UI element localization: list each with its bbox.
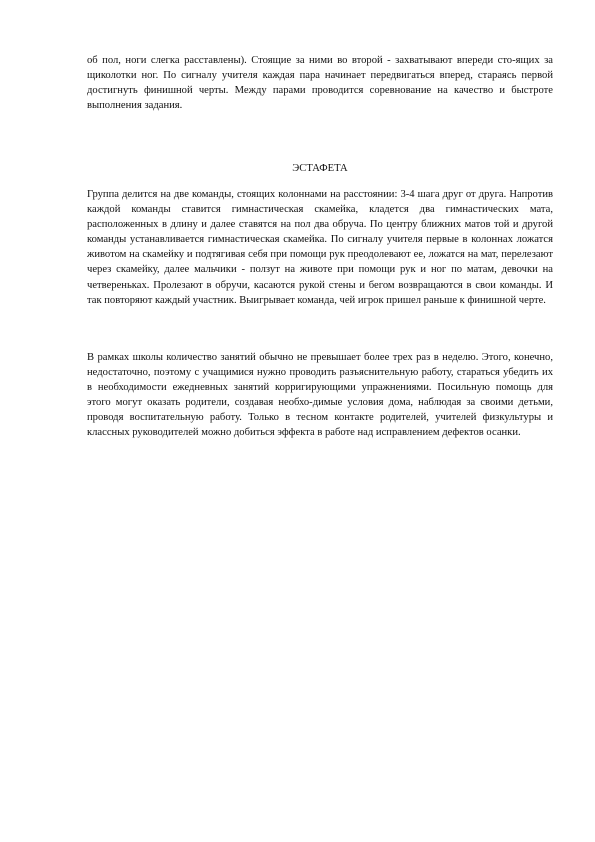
paragraph-school-sessions: В рамках школы количество занятий обычно не превышает более трех раз в неделю. Этого, конечно, недостаточно, поэтому с учащимися нужно проводить разъяснительную работу, стараться убедить их в необходимости ежедневных занятий корригирующими упражнениями. Посильную помощь для этого могут оказать родители, создавая необхо-димые условия дома, наблюдая за своими детьми, проводя воспитательную работу. Только в тесном контакте родителей, учителей физкультуры и классных руководителей можно добиться эффекта в работе над исправлением дефектов осанки. bbox=[87, 352, 553, 439]
paragraph-relay-description: Группа делится на две команды, стоящих колоннами на расстоянии: 3-4 шага друг от друга. Напротив каждой команды ставится гимнастическая скамейка, кладется два гимнастических мата, расположенных в длину и далее ставятся на пол два обруча. По центру ближних матов той и другой команды устанавливается гимнастическая скамейка. По сигналу учителя первые в колоннах ложатся животом на скамейку и подтягивая себя при помощи рук преодолевают ее, ложатся на мат, перелезают через скамейку, далее мальчики - ползут на животе при помощи рук и ног по матам, девочки на четвереньках. Пролезают в обручи, касаются рукой стены и бегом возвращаются в свои команды. И так повторяют каждый участник. Выигрывает команда, чей игрок пришел раньше к финишной черте. bbox=[87, 189, 553, 306]
section-heading: ЭСТАФЕТА bbox=[292, 163, 348, 174]
paragraph-continuation: об пол, ноги слегка расставлены). Стоящие за ними во второй - захватывают впереди сто-ящих за щиколотки ног. По сигналу учителя каждая пара начинает передвигаться вперед, стараясь первой достигнуть финишной черты. Между парами проводится соревнование на качество и быстроте выполнения задания. bbox=[87, 55, 553, 112]
